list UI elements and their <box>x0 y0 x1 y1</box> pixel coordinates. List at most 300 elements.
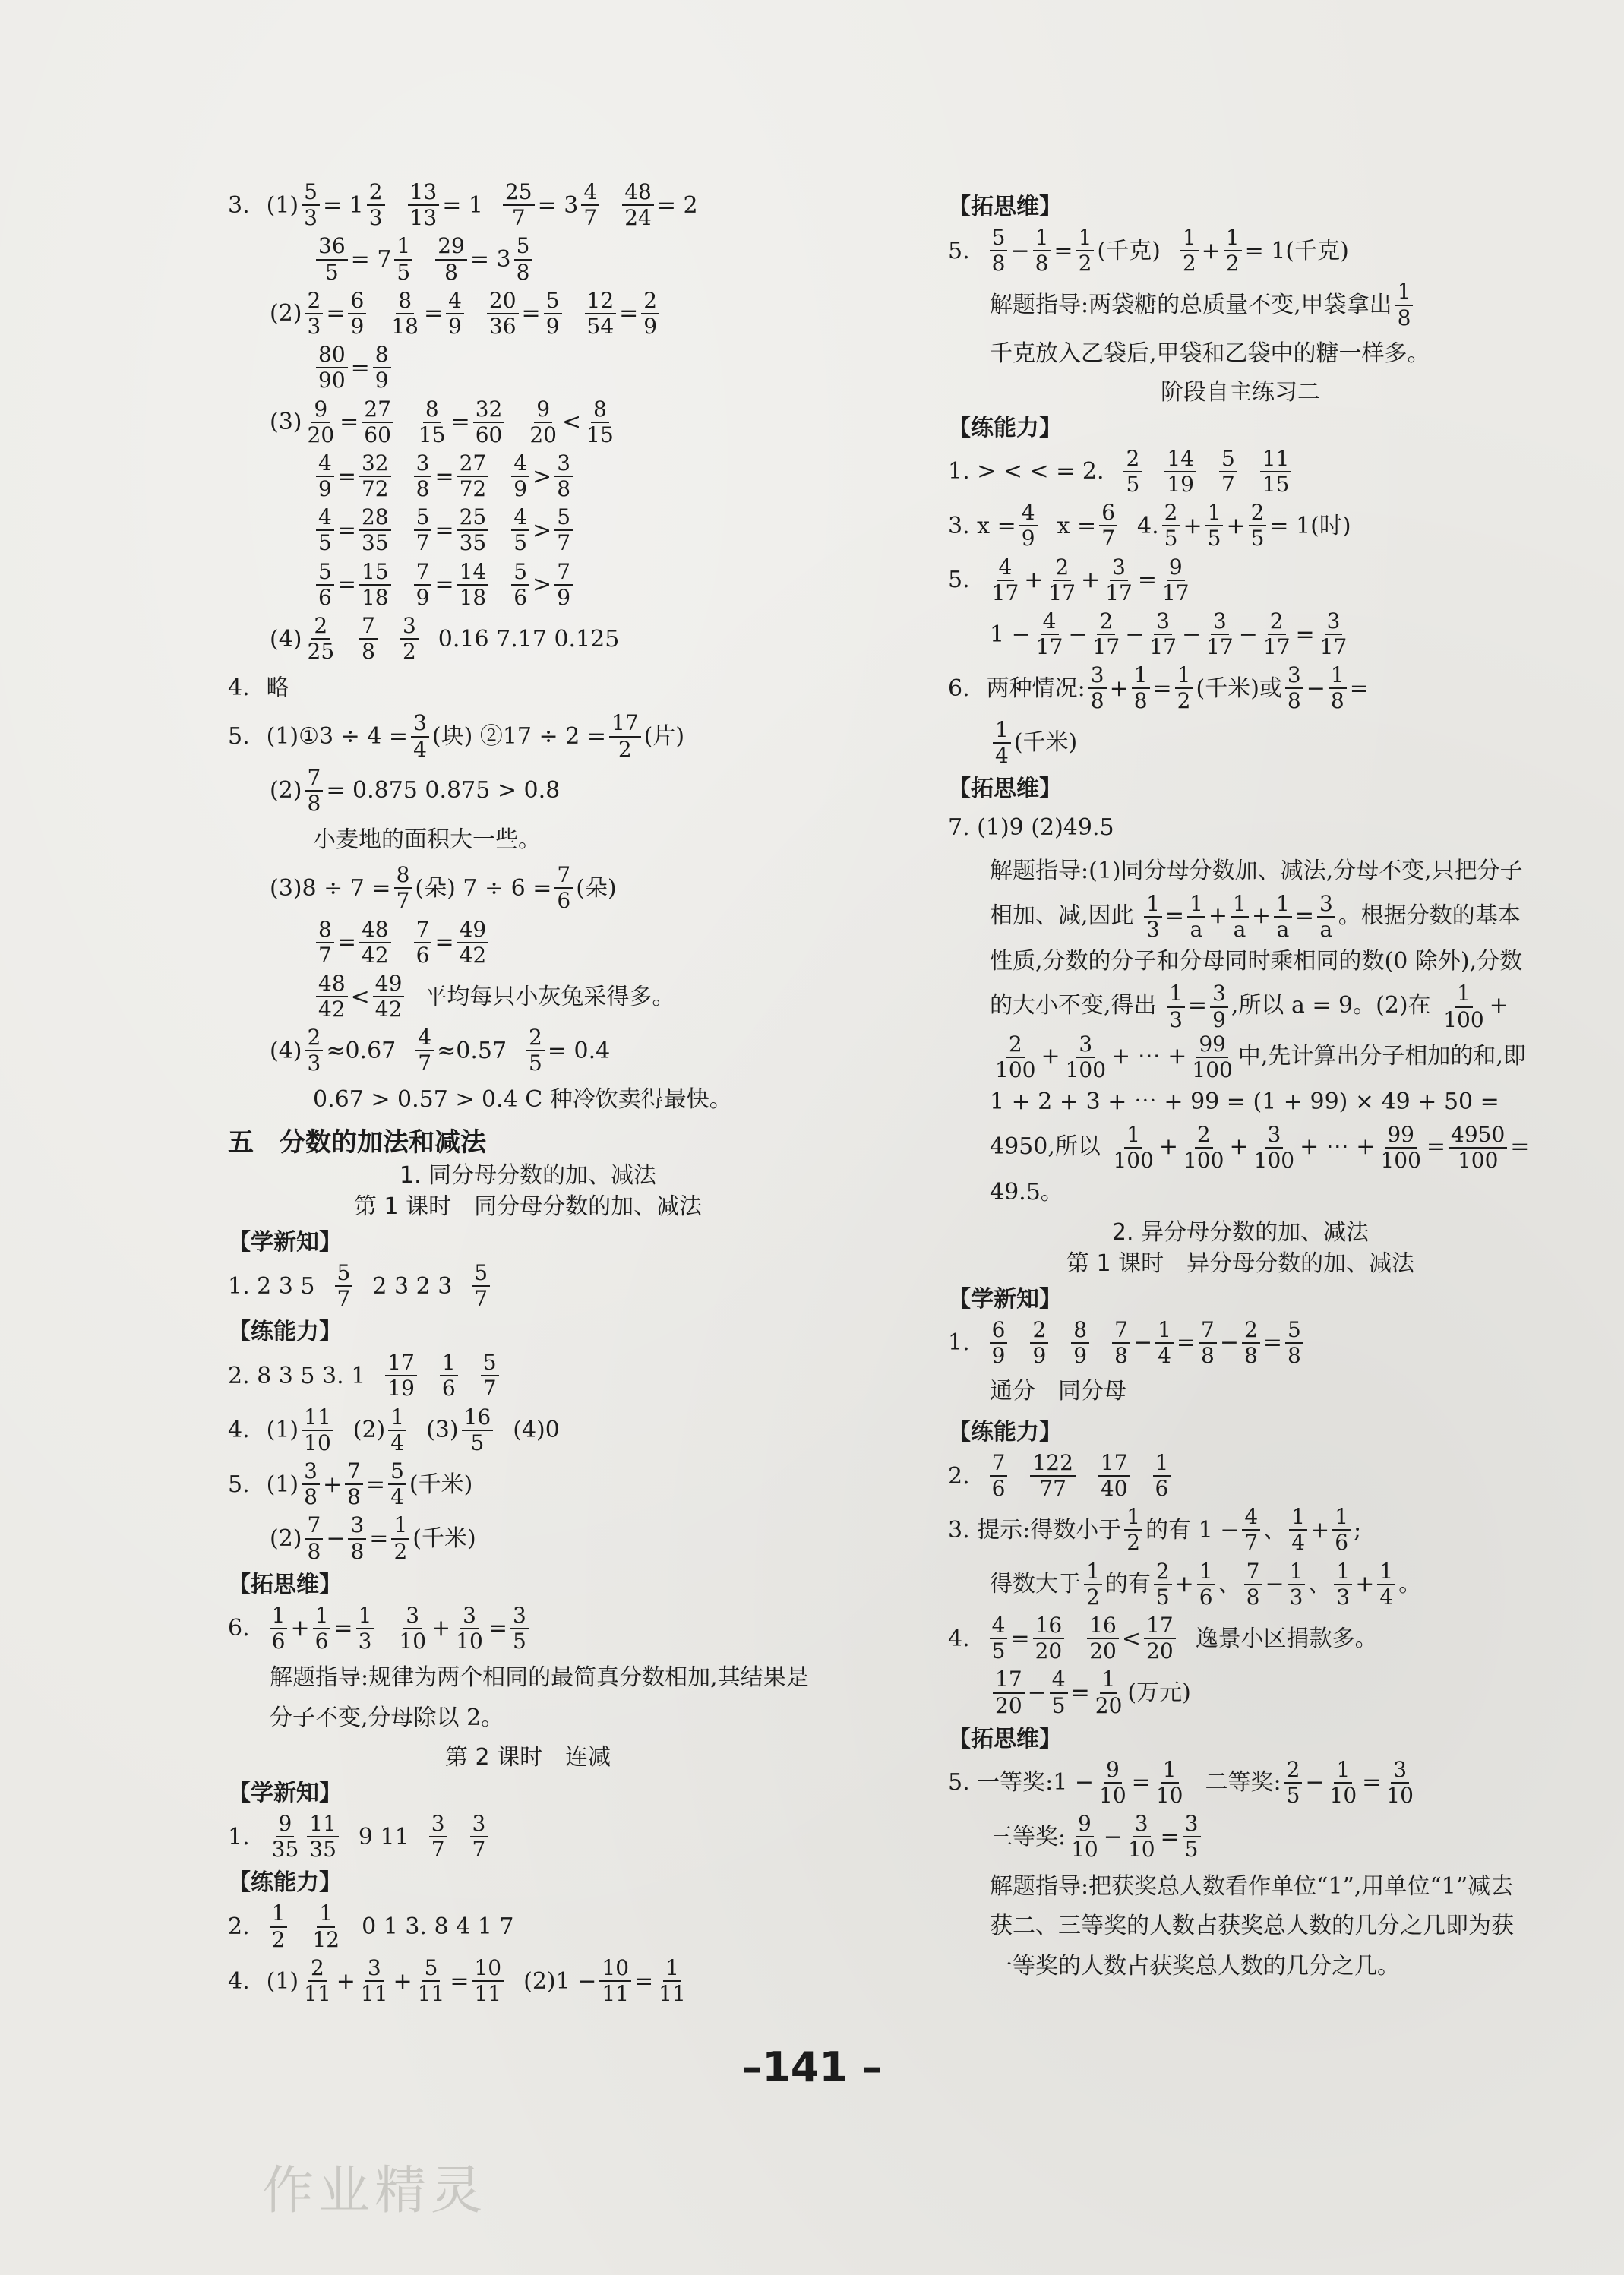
q-label: 2. <box>948 1462 970 1490</box>
fraction: $\frac{7}{8}$ <box>305 1513 324 1563</box>
q5-part3-row1 <box>228 863 828 913</box>
q-label: 5. <box>948 237 970 264</box>
expr: x = <box>1057 512 1097 539</box>
fraction: $\frac{3}{10}$ <box>1127 1811 1155 1863</box>
answers: 9 11 <box>358 1823 409 1850</box>
r-s-q4: 4. $\frac{4}{5}$ = $\frac{16}{20}$ $\frac{16}{20}$ < $\frac{17}{20}$ 逸景小区捐款多。 <box>948 1613 1378 1664</box>
fraction: $\frac{1}{2}$ <box>1084 1559 1102 1610</box>
fraction: $\frac{11}{10}$ <box>302 1405 333 1455</box>
expr: 3. 提示:得数小于 <box>948 1516 1122 1544</box>
fraction: $\frac{1}{2}$ <box>1124 1505 1142 1555</box>
lesson-title: 第 1 课时 同分母分数的加、减法 <box>353 1193 703 1220</box>
r-s-q1-words <box>948 1372 1533 1411</box>
r-s-q3: 3. 提示:得数小于 $\frac{1}{2}$ 的有 1 − $\frac{4}{7}$ 、 $\frac{1}{4}$ + $\frac{1}{6}$ ; <box>948 1504 1362 1556</box>
q-label: 5. <box>228 1471 250 1498</box>
fraction: $\frac{14}{18}$ <box>457 560 489 610</box>
fraction: $\frac{1}{6}$ <box>1332 1505 1351 1555</box>
fraction: $\frac{7}{8}$ <box>359 614 378 664</box>
fraction: $\frac{4}{17}$ <box>1035 608 1063 660</box>
q-label: 6. <box>948 675 970 702</box>
tip-text: 千克放入乙袋后,甲袋和乙袋中的糖一样多。 <box>990 340 1430 368</box>
answers: 通分 同分母 <box>990 1378 1126 1405</box>
fraction: $\frac{8}{9}$ <box>373 343 391 393</box>
r-q7-tip: 解题指导:(1)同分母分数加、减法,分母不变,只把分子相加、减,因此 $\frac{1}{3}$ = $\frac{1}{a}$ + $\frac{1}{a}$ + $\frac{1}{a}$ = $\frac{3}{a}$ 。根据分数的基本性质,分数的分子和分母同时乘相同的数(0 除外),分数的大小不变,得出 $\frac{1}{3}$ = $\frac{3}{9}$ ,所以 a = 9。(2)在 $\frac{1}{100}$ + $\frac{2}{100}$ + $\frac{3}{100}$ + ⋯ + $\frac{99}{100}$ 中,先计算出分子相加的和,即 1 + 2 + 3 + ⋯ + 99 = (1 + 99) × 49 + 50 = 4950,所以 $\frac{1}{100}$ + $\frac{2}{100}$ + $\frac{3}{100}$ + ⋯ + $\frac{99}{100}$ = $\frac{4950}{100}$ = 49.5。 <box>990 858 1530 1205</box>
fraction: $\frac{14}{19}$ <box>1164 447 1196 497</box>
fraction: $\frac{3}{8}$ <box>1088 663 1107 713</box>
fraction: $\frac{5}{11}$ <box>417 1954 445 2006</box>
q5-label: 5. <box>228 723 250 750</box>
fraction: $\frac{9}{10}$ <box>1071 1811 1098 1863</box>
fraction: $\frac{5}{6}$ <box>316 560 334 610</box>
r-s-q1: 1. $\frac{6}{9}$ $\frac{2}{9}$ $\frac{8}{9}$ $\frac{7}{8}$ − $\frac{1}{4}$ = $\frac{7}{8}$ − $\frac{2}{8}$ = $\frac{5}{8}$ <box>948 1318 1533 1368</box>
fraction: $\frac{20}{36}$ <box>487 289 519 339</box>
part-label: (3) <box>426 1417 459 1444</box>
part-label: (2) <box>270 777 302 804</box>
expr: (1)①3 ÷ 4 = <box>266 723 409 750</box>
q5-part2 <box>228 766 828 816</box>
answer-text: 逸景小区捐款多。 <box>1195 1625 1378 1652</box>
fraction: $\frac{1}{5}$ <box>394 234 412 284</box>
fraction: $\frac{32}{60}$ <box>473 397 505 447</box>
section-tag-tsw-r2: 【拓思维】 <box>948 776 1062 802</box>
fraction: $\frac{3}{9}$ <box>1210 981 1228 1032</box>
l2-q1 <box>228 1812 828 1862</box>
fraction: $\frac{48}{42}$ <box>359 918 391 968</box>
fraction: $\frac{7}{6}$ <box>554 863 573 913</box>
fraction: $\frac{3}{17}$ <box>1319 608 1348 660</box>
tip-text: 解题指导:两袋糖的总质量不变,甲袋拿出 <box>990 292 1392 319</box>
answers: 2 3 2 3 <box>372 1272 453 1300</box>
fraction: $\frac{49}{42}$ <box>373 972 405 1022</box>
q3-part3-row3: $\frac{4}{5}$ = $\frac{28}{35}$ $\frac{5}{7}$ = $\frac{25}{35}$ $\frac{4}{5}$ > $\frac{5}{7}$ <box>228 505 828 555</box>
fraction: $\frac{1}{5}$ <box>1205 501 1224 551</box>
expr: 1 − <box>990 621 1031 648</box>
fraction: $\frac{1}{20}$ <box>1095 1667 1123 1718</box>
part-label: (1) <box>266 1471 299 1498</box>
section-tag-lnl-2: 【练能力】 <box>228 1869 342 1897</box>
r-q1 <box>948 447 1533 497</box>
fraction: $\frac{3}{10}$ <box>399 1602 427 1654</box>
fraction: $\frac{1}{4}$ <box>1377 1559 1395 1610</box>
fraction: $\frac{3}{8}$ <box>302 1459 320 1509</box>
fraction: $\frac{3}{17}$ <box>1105 554 1133 605</box>
fraction: $\frac{4}{9}$ <box>446 289 464 339</box>
fraction: $\frac{4}{7}$ <box>581 180 599 230</box>
fraction: $\frac{4}{5}$ <box>990 1613 1008 1664</box>
l2-q4: 4. (1) $\frac{2}{11}$ + $\frac{3}{11}$ + $\frac{5}{11}$ = $\frac{10}{11}$ (2)1 − $\frac{10}{11}$ = $\frac{1}{11}$ <box>228 1956 828 2006</box>
fraction: $\frac{2}{5}$ <box>1123 447 1142 497</box>
fraction: $\frac{1}{10}$ <box>1155 1756 1183 1808</box>
fraction: $\frac{5}{7}$ <box>481 1351 499 1401</box>
fraction: $\frac{2}{9}$ <box>641 289 659 339</box>
expr: (块) ②17 ÷ 2 = <box>431 723 606 750</box>
fraction: $\frac{3}{8}$ <box>554 451 573 501</box>
fraction: $\frac{16}{20}$ <box>1087 1613 1119 1664</box>
unit: (千克) <box>1285 237 1349 264</box>
fraction: $\frac{2}{100}$ <box>995 1031 1036 1082</box>
fraction: $\frac{5}{7}$ <box>414 505 432 555</box>
fraction: $\frac{99}{100}$ <box>1380 1121 1421 1173</box>
l2-q2 <box>228 1901 828 1951</box>
fraction: $\frac{32}{72}$ <box>359 451 391 501</box>
q5-part4-row1 <box>228 1025 828 1076</box>
fraction: $\frac{6}{9}$ <box>348 289 366 339</box>
tip-text: 中,先计算出分子相加的和,即 1 + 2 + 3 + ⋯ + 99 = (1 + 99) × 49 + 50 = 4950,所以 <box>990 1042 1526 1160</box>
unit: (千米) <box>409 1471 473 1498</box>
section-tag-tsw-r: 【拓思维】 <box>948 194 1062 220</box>
fraction: $\frac{8}{9}$ <box>1071 1318 1089 1368</box>
q-label: 4. <box>948 1625 970 1652</box>
unit: (朵) <box>576 874 617 902</box>
fraction: $\frac{29}{8}$ <box>435 234 467 284</box>
fraction: $\frac{4}{5}$ <box>1050 1667 1068 1717</box>
fraction: $\frac{2}{3}$ <box>367 180 385 230</box>
tip-text: ,所以 a = 9。(2)在 <box>1231 992 1431 1019</box>
fraction: $\frac{1}{100}$ <box>1113 1121 1154 1173</box>
r-s-q4-line2: $\frac{17}{20}$ − $\frac{4}{5}$ = $\frac{1}{20}$ (万元) <box>948 1667 1533 1717</box>
stage-title: 阶段自主练习二 <box>1161 378 1320 406</box>
l1-q4 <box>228 1405 828 1455</box>
fraction: $\frac{5}{7}$ <box>554 505 573 555</box>
fraction: $\frac{1}{100}$ <box>1443 981 1484 1032</box>
q-label: 1. <box>948 1329 970 1357</box>
fraction: $\frac{5}{4}$ <box>388 1459 406 1509</box>
q-label: 1. <box>228 1823 250 1850</box>
fraction: $\frac{4}{5}$ <box>511 505 529 555</box>
fraction: $\frac{16}{5}$ <box>462 1405 494 1455</box>
fraction: $\frac{3}{5}$ <box>510 1604 529 1654</box>
answers: 1. > < < = 2. <box>948 458 1104 485</box>
expr: = 0.875 0.875 > 0.8 <box>326 777 561 804</box>
fraction: $\frac{5}{8}$ <box>1285 1318 1303 1368</box>
fraction: $\frac{10}{11}$ <box>472 1956 504 2006</box>
fraction: $\frac{4}{9}$ <box>1019 501 1038 551</box>
fraction: $\frac{5}{6}$ <box>511 560 529 610</box>
fraction: $\frac{17}{2}$ <box>609 711 641 761</box>
l1-q5-part2: (2) $\frac{7}{8}$ − $\frac{3}{8}$ = $\frac{1}{2}$ (千米) <box>270 1512 476 1564</box>
fraction: $\frac{1}{3}$ <box>1167 981 1185 1032</box>
q-label: 4. <box>228 1417 250 1444</box>
l1-q5-part1: 5. (1) $\frac{3}{8}$ + $\frac{7}{8}$ = $\frac{5}{4}$ (千米) <box>228 1458 473 1510</box>
fraction: $\frac{1}{6}$ <box>313 1604 331 1654</box>
q3-part3-row2: $\frac{4}{9}$ = $\frac{32}{72}$ $\frac{3}{8}$ = $\frac{27}{72}$ $\frac{4}{9}$ > $\frac{3}{8}$ <box>228 451 828 501</box>
fraction: $\frac{5}{8}$ <box>990 226 1008 276</box>
fraction: $\frac{7}{8}$ <box>1244 1559 1262 1610</box>
fraction: $\frac{13}{13}$ <box>408 180 440 230</box>
fraction: $\frac{2}{5}$ <box>1249 501 1267 551</box>
part-label: (2) <box>270 300 302 327</box>
fraction: $\frac{48}{42}$ <box>316 972 348 1022</box>
fraction: $\frac{1}{3}$ <box>1334 1559 1352 1610</box>
part-label: (2) <box>270 1525 302 1552</box>
fraction: $\frac{5}{7}$ <box>335 1261 353 1311</box>
fraction: $\frac{1}{2}$ <box>1175 663 1193 713</box>
q-label: 6. <box>228 1615 250 1642</box>
fraction: $\frac{7}{6}$ <box>990 1451 1008 1501</box>
approx: ≈0.67 <box>326 1037 397 1064</box>
fraction: $\frac{17}{20}$ <box>1144 1613 1176 1664</box>
fraction: $\frac{2}{8}$ <box>1242 1318 1260 1368</box>
r-q3: 3. x = $\frac{4}{9}$ x = $\frac{6}{7}$ 4. $\frac{2}{5}$ + $\frac{1}{5}$ + $\frac{2}{5}$ = 1(时) <box>948 500 1351 551</box>
fraction: $\frac{6}{9}$ <box>990 1318 1008 1368</box>
r-s-q5: 5. 一等奖:1 − $\frac{9}{10}$ = $\frac{1}{10}$ 二等奖: $\frac{2}{5}$ − $\frac{1}{10}$ = $\frac{3}{10}$ <box>948 1758 1533 1808</box>
fraction: $\frac{1}{a}$ <box>1274 892 1292 942</box>
fraction: $\frac{122}{77}$ <box>1030 1451 1075 1501</box>
q5-part1 <box>228 711 828 761</box>
fraction: $\frac{5}{7}$ <box>1219 447 1237 497</box>
fraction: $\frac{4}{9}$ <box>316 451 334 501</box>
fraction: $\frac{2}{3}$ <box>305 1025 324 1076</box>
fraction: $\frac{1}{4}$ <box>993 718 1011 768</box>
l1-q1 <box>228 1261 828 1311</box>
approx: ≈0.57 <box>437 1037 507 1064</box>
fraction: $\frac{3}{100}$ <box>1065 1031 1107 1082</box>
expr: 二等奖: <box>1205 1769 1281 1796</box>
q-label: 4. <box>1137 512 1159 539</box>
fraction: $\frac{1}{8}$ <box>1132 663 1150 713</box>
fraction: $\frac{8}{15}$ <box>418 396 446 447</box>
r-s-q5-tip: 解题指导:把获奖总人数看作单位“1”,用单位“1”减去获二、三等奖的人数占获奖总人数的几分之几即为获一等奖的人数占获奖总人数的几分之几。 <box>990 1872 1514 1980</box>
decimal-answers: 0.16 7.17 0.125 <box>438 625 620 652</box>
section-tag-tsw-r3: 【拓思维】 <box>948 1725 1062 1752</box>
fraction: $\frac{9}{20}$ <box>307 396 335 447</box>
fraction: $\frac{10}{11}$ <box>599 1956 631 2006</box>
fraction: $\frac{48}{24}$ <box>622 180 654 230</box>
tip-text: 49.5。 <box>990 1179 1063 1205</box>
expr: 两种情况: <box>986 675 1085 702</box>
fraction: $\frac{1}{8}$ <box>1033 226 1051 276</box>
section-title: 1. 同分母分数的加、减法 <box>399 1161 657 1189</box>
fraction: $\frac{1}{4}$ <box>1289 1505 1307 1555</box>
fraction: $\frac{17}{40}$ <box>1098 1451 1130 1501</box>
part-label: (2)1 − <box>523 1967 597 1995</box>
part-label: (1) <box>266 1967 299 1995</box>
fraction: $\frac{8}{7}$ <box>394 863 412 913</box>
q3-part4 <box>228 614 828 664</box>
fraction: $\frac{2}{9}$ <box>1030 1318 1048 1368</box>
fraction: $\frac{6}{7}$ <box>1099 501 1117 551</box>
fraction: $\frac{80}{90}$ <box>316 343 348 393</box>
section-tag-lnl-r: 【练能力】 <box>948 414 1062 441</box>
part-label: (1) <box>266 191 299 219</box>
fraction: $\frac{1}{3}$ <box>356 1604 374 1654</box>
section-tag-xxz-2: 【学新知】 <box>228 1780 342 1807</box>
fraction: $\frac{1}{10}$ <box>1329 1756 1357 1808</box>
fraction: $\frac{1}{11}$ <box>659 1954 686 2006</box>
fraction: $\frac{4}{9}$ <box>511 451 529 501</box>
answer-text: 小麦地的面积大一些。 <box>313 826 541 853</box>
fraction: $\frac{9}{10}$ <box>1099 1756 1126 1808</box>
unit-title: 五 分数的加法和减法 <box>228 1126 486 1158</box>
fraction: $\frac{3}{10}$ <box>456 1602 483 1654</box>
section-tag-xxz-r: 【学新知】 <box>948 1285 1062 1313</box>
answers: 1. 2 3 5 <box>228 1272 315 1300</box>
fraction: $\frac{25}{35}$ <box>457 505 489 555</box>
q3-part3-row1: (3) $\frac{9}{20}$ = $\frac{27}{60}$ $\frac{8}{15}$ = $\frac{32}{60}$ $\frac{9}{20}$ < $\frac{8}{15}$ <box>228 397 828 447</box>
q4-label: 4. <box>228 674 250 701</box>
fraction: $\frac{3}{8}$ <box>1285 663 1303 713</box>
fraction: $\frac{3}{100}$ <box>1253 1121 1295 1173</box>
q3-part1-row1: 3. (1) $\frac{5}{3}$ = 1 $\frac{2}{3}$ $\frac{13}{13}$ = 1 $\frac{25}{7}$ = 3 $\frac{4}{7}$ $\frac{48}{24}$ = 2 <box>228 179 698 231</box>
q-label: 4. <box>228 1967 250 1995</box>
r-q5-tip2 <box>948 334 1533 374</box>
fraction: $\frac{1}{a}$ <box>1187 892 1205 942</box>
fraction: $\frac{7}{9}$ <box>554 560 573 610</box>
fraction: $\frac{4}{7}$ <box>1242 1505 1260 1555</box>
q3-label: 3. <box>228 191 250 219</box>
fraction: $\frac{7}{8}$ <box>1199 1318 1217 1368</box>
expr: = 1(时) <box>1269 512 1351 539</box>
answer-text: 平均每只小灰兔采得多。 <box>424 983 675 1010</box>
fraction: $\frac{1}{4}$ <box>388 1405 406 1455</box>
fraction: $\frac{3}{5}$ <box>1183 1812 1201 1862</box>
lesson-title-r: 第 1 课时 异分母分数的加、减法 <box>1066 1250 1415 1277</box>
q5-part2-text <box>228 820 828 859</box>
fraction: $\frac{7}{8}$ <box>345 1459 363 1509</box>
fraction: $\frac{3}{4}$ <box>411 711 429 761</box>
section-tag-lnl: 【练能力】 <box>228 1319 342 1346</box>
fraction: $\frac{7}{8}$ <box>305 766 324 816</box>
tip-text: 。根据分数的基本性质,分数的分子和分母同时乘相同的数(0 除外),分数的大小不变,得出 <box>990 902 1523 1019</box>
r-q5: 5. $\frac{5}{8}$ − $\frac{1}{8}$ = $\frac{1}{2}$ (千克) $\frac{1}{2}$ + $\frac{1}{2}$ = 1 (千克) <box>948 225 1349 276</box>
fraction: $\frac{2}{11}$ <box>304 1954 331 2006</box>
fraction: $\frac{9}{35}$ <box>271 1811 299 1863</box>
part-label: (4) <box>270 625 302 652</box>
r-s-q3-line2: 得数大于 $\frac{1}{2}$ 的有 $\frac{2}{5}$ + $\frac{1}{6}$ 、 $\frac{7}{8}$ − $\frac{1}{3}$ 、 $\frac{1}{3}$ + $\frac{1}{4}$ 。 <box>990 1558 1422 1610</box>
fraction: $\frac{3}{11}$ <box>360 1954 388 2006</box>
r-q5-tip <box>948 280 1533 330</box>
expr: 得数大于 <box>990 1571 1081 1598</box>
fraction: $\frac{1}{6}$ <box>1197 1559 1215 1610</box>
q-label: 5. <box>948 567 970 594</box>
r-q7 <box>948 807 1533 847</box>
q3-part1-row2: $\frac{36}{5}$ = 7 $\frac{1}{5}$ $\frac{29}{8}$ = 3 $\frac{5}{8}$ <box>228 234 828 284</box>
fraction: $\frac{3}{10}$ <box>1386 1756 1414 1808</box>
q3-part2-row1: (2) $\frac{2}{3}$ = $\frac{6}{9}$ $\frac{8}{18}$ = $\frac{4}{9}$ $\frac{20}{36}$ = $\frac{5}{9}$ $\frac{12}{54}$ = $\frac{2}{9}$ <box>228 289 828 339</box>
fraction: $\frac{2}{17}$ <box>1048 554 1076 605</box>
fraction: $\frac{4}{5}$ <box>316 505 334 555</box>
r-s-q2 <box>948 1451 1533 1501</box>
fraction: $\frac{36}{5}$ <box>316 234 348 284</box>
fraction: $\frac{28}{35}$ <box>359 505 391 555</box>
r-s-q5-line2: 三等奖: $\frac{9}{10}$ − $\frac{3}{10}$ = $\frac{3}{5}$ <box>948 1812 1533 1862</box>
fraction: $\frac{1}{2}$ <box>1076 226 1095 276</box>
fraction: $\frac{8}{7}$ <box>316 918 334 968</box>
fraction: $\frac{5}{7}$ <box>472 1261 490 1311</box>
fraction: $\frac{9}{17}$ <box>1161 554 1190 605</box>
fraction: $\frac{11}{15}$ <box>1260 447 1292 497</box>
fraction: $\frac{3}{8}$ <box>414 451 432 501</box>
q3-part3-row4: $\frac{5}{6}$ = $\frac{15}{18}$ $\frac{7}{9}$ = $\frac{14}{18}$ $\frac{5}{6}$ > $\frac{7}{9}$ <box>228 560 828 610</box>
unit: (千米) <box>412 1525 476 1552</box>
fraction: $\frac{1}{8}$ <box>1395 280 1414 330</box>
unit: (千米) <box>1013 729 1078 757</box>
fraction: $\frac{8}{18}$ <box>391 287 419 339</box>
fraction: $\frac{2}{17}$ <box>1092 608 1120 660</box>
fraction: $\frac{1}{3}$ <box>1144 892 1162 942</box>
fraction: $\frac{4950}{100}$ <box>1449 1123 1507 1173</box>
fraction: $\frac{4}{7}$ <box>415 1025 434 1076</box>
section-tag-lnl-r2: 【练能力】 <box>948 1418 1062 1446</box>
fraction: $\frac{3}{17}$ <box>1149 608 1177 660</box>
section-tag-xxz: 【学新知】 <box>228 1228 342 1256</box>
watermark: 作业精灵 <box>262 2161 488 2221</box>
fraction: $\frac{2}{17}$ <box>1262 608 1291 660</box>
part-label: (1) <box>266 1417 299 1444</box>
q4-answer: 略 <box>266 674 289 701</box>
expr: (3)8 ÷ 7 = <box>270 874 391 902</box>
fraction: $\frac{1}{2}$ <box>1180 226 1199 276</box>
expr: (朵) 7 ÷ 6 = <box>415 874 552 902</box>
fraction: $\frac{2}{3}$ <box>305 289 324 339</box>
fraction: $\frac{17}{19}$ <box>385 1351 417 1401</box>
fraction: $\frac{5}{8}$ <box>514 234 532 284</box>
fraction: $\frac{4}{17}$ <box>991 554 1019 605</box>
fraction: $\frac{49}{42}$ <box>457 918 489 968</box>
fraction: $\frac{1}{2}$ <box>1224 226 1242 276</box>
fraction: $\frac{5}{3}$ <box>302 180 320 230</box>
q4-row <box>228 668 828 707</box>
expr: 5. 一等奖:1 − <box>948 1769 1095 1796</box>
fraction: $\frac{3}{2}$ <box>400 614 419 664</box>
fraction: $\frac{3}{a}$ <box>1317 892 1335 942</box>
q3-part2-row2: $\frac{80}{90}$ = $\frac{8}{9}$ <box>228 343 828 393</box>
fraction: $\frac{3}{17}$ <box>1206 608 1234 660</box>
fraction: $\frac{3}{8}$ <box>348 1513 366 1563</box>
fraction: $\frac{27}{72}$ <box>457 451 489 501</box>
expr: 3. x = <box>948 512 1016 539</box>
answers: 2. 8 3 5 3. 1 <box>228 1362 366 1389</box>
fraction: $\frac{12}{54}$ <box>585 289 617 339</box>
lesson2-title: 第 2 课时 连减 <box>444 1744 611 1771</box>
fraction: $\frac{11}{35}$ <box>307 1812 339 1862</box>
fraction: $\frac{2}{5}$ <box>1162 501 1180 551</box>
fraction: $\frac{25}{7}$ <box>503 180 535 230</box>
l1-q6-tip: 解题指导:规律为两个相同的最简真分数相加,其结果是分子不变,分母除以 2。 <box>270 1664 809 1731</box>
r-q6-line2 <box>948 718 1533 768</box>
unit: (万元) <box>1127 1679 1191 1707</box>
fraction: $\frac{7}{6}$ <box>414 918 432 968</box>
fraction: $\frac{1}{6}$ <box>440 1351 458 1401</box>
r-q5b-line2: 1 − $\frac{4}{17}$ − $\frac{2}{17}$ − $\frac{3}{17}$ − $\frac{3}{17}$ − $\frac{2}{17}$ = $\frac{3}{17}$ <box>948 609 1533 659</box>
fraction: $\frac{1}{3}$ <box>1288 1559 1306 1610</box>
r-q5b: 5. $\frac{4}{17}$ + $\frac{2}{17}$ + $\frac{3}{17}$ = $\frac{9}{17}$ <box>948 555 1533 605</box>
q-label: 2. <box>228 1913 250 1941</box>
section-tag-tsw: 【拓思维】 <box>228 1571 342 1598</box>
fraction: $\frac{2}{100}$ <box>1183 1121 1224 1173</box>
answer-text: 0.67 > 0.57 > 0.4 C 种冷饮卖得最快。 <box>313 1086 732 1114</box>
fraction: $\frac{3}{7}$ <box>470 1812 488 1862</box>
expr: 的有 <box>1104 1571 1151 1598</box>
fraction: $\frac{1}{8}$ <box>1329 663 1347 713</box>
answers: 7. (1)9 (2)49.5 <box>948 814 1114 841</box>
page-number: –141 – <box>741 2043 883 2091</box>
fraction: $\frac{2}{5}$ <box>1284 1758 1303 1808</box>
expr: 三等奖: <box>990 1823 1066 1850</box>
expr: 的有 1 − <box>1145 1516 1240 1544</box>
fraction: $\frac{1}{4}$ <box>1155 1318 1174 1368</box>
l1-q6: 6. $\frac{1}{6}$ + $\frac{1}{6}$ = $\frac{1}{3}$ $\frac{3}{10}$ + $\frac{3}{10}$ = $\frac{3}{5}$ <box>228 1604 828 1654</box>
part-label: (3) <box>270 409 302 436</box>
fraction: $\frac{27}{60}$ <box>362 397 393 447</box>
fraction: $\frac{2}{25}$ <box>307 613 335 665</box>
right-column <box>948 186 1533 1991</box>
fraction: $\frac{5}{9}$ <box>544 289 562 339</box>
unit: (千克) <box>1097 237 1161 264</box>
section2-title: 2. 异分母分数的加、减法 <box>1111 1218 1370 1246</box>
fraction: $\frac{1}{2}$ <box>391 1513 409 1563</box>
part-label: (4)0 <box>513 1417 560 1444</box>
